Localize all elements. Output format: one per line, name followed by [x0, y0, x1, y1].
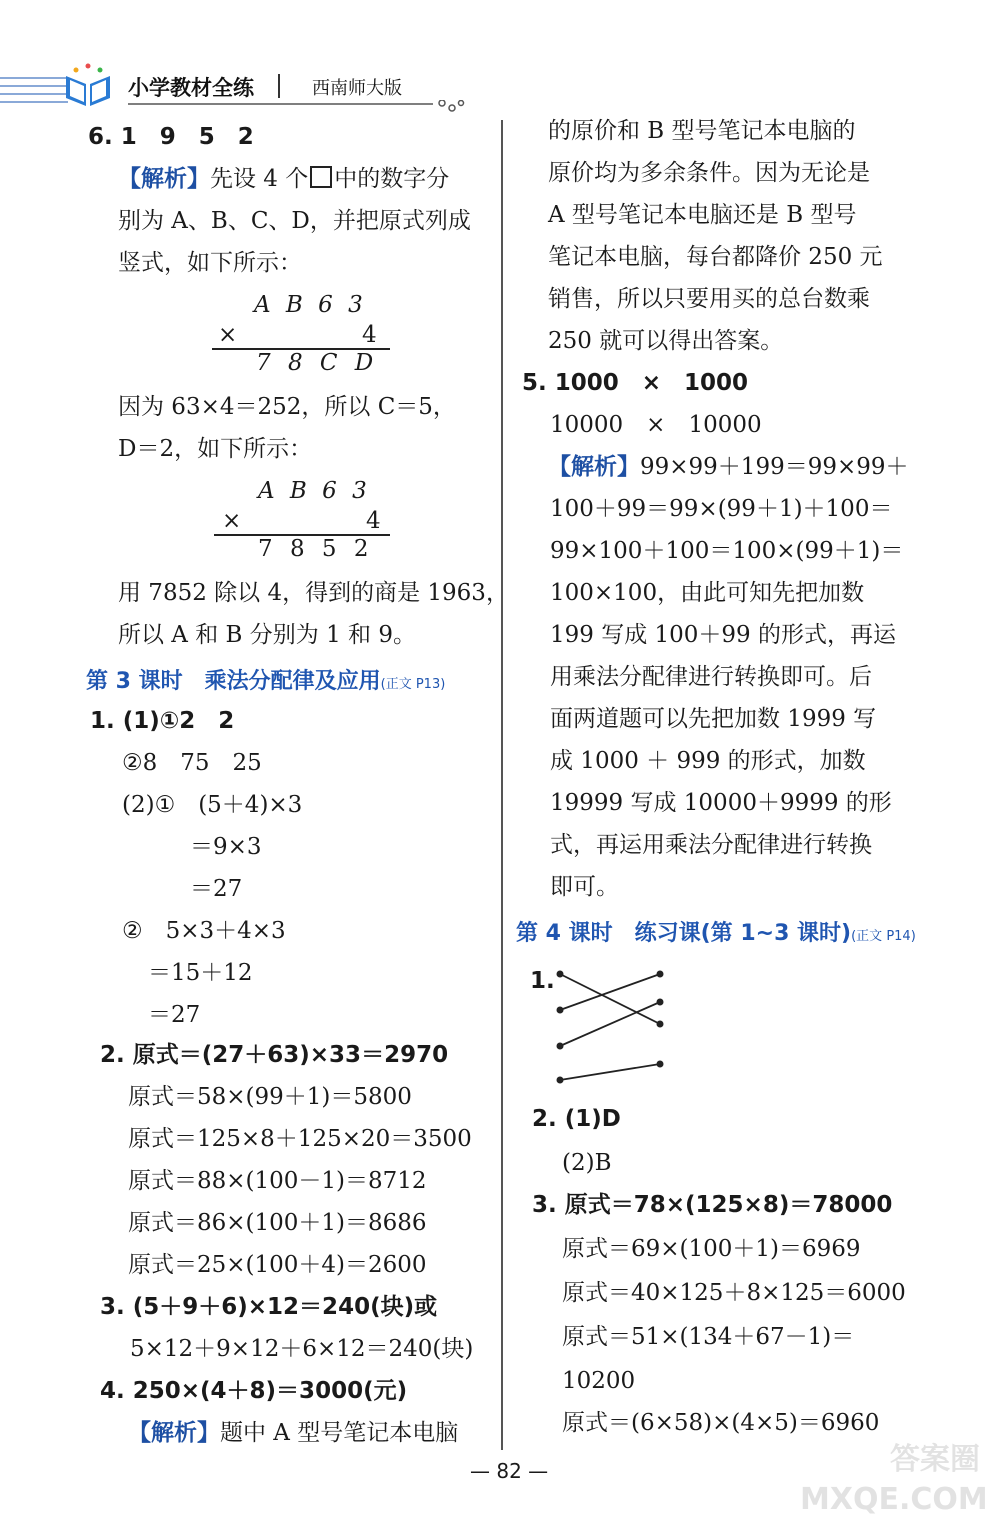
q5-explanation-line6: 用乘法分配律进行转换即可。后 — [550, 664, 872, 690]
page-number: — 82 — — [470, 1459, 549, 1483]
q4-line1: 4. 250×(4＋8)＝3000(元) — [100, 1378, 408, 1404]
vert1-multiplier: 4 — [362, 322, 377, 348]
q5-line2: 10000 × 10000 — [550, 412, 762, 438]
section3-page-ref: (正文 P13) — [380, 677, 446, 692]
q1-line5: ＝27 — [190, 876, 243, 902]
q5-explanation-line9: 19999 写成 10000＋9999 的形 — [550, 790, 892, 816]
q5-explanation-line1: 【解析】99×99＋199＝99×99＋ — [548, 453, 909, 480]
q3-line2: 5×12＋9×12＋6×12＝240(块) — [130, 1336, 474, 1362]
header — [0, 60, 470, 110]
q5-explanation-line3: 99×100＋100＝100×(99＋1)＝ — [550, 538, 904, 564]
q6-explanation-line3: 竖式，如下所示： — [118, 250, 302, 276]
q4-explanation-cont-5: 销售，所以只要用买的总台数乘 — [548, 286, 870, 312]
vert1-row1: A B 6 3 — [254, 292, 367, 318]
q4-explanation-cont-6: 250 就可以得出答案。 — [548, 328, 784, 354]
q2-line4: 原式＝88×(100－1)＝8712 — [128, 1168, 427, 1194]
p3-line4: 原式＝51×(134＋67－1)＝ — [562, 1324, 855, 1350]
q5-explanation-line8: 成 1000 ＋ 999 的形式，加数 — [550, 748, 866, 774]
matching-lines-diagram — [548, 960, 678, 1090]
q4-explanation-cont-1: 的原价和 B 型号笔记本电脑的 — [548, 118, 856, 144]
q5-line1: 5. 1000 × 1000 — [522, 370, 749, 396]
q6-explanation-line5: D＝2，如下所示： — [118, 436, 313, 462]
p2-line1: 2. (1)D — [532, 1106, 621, 1132]
vert1-times: × — [218, 322, 238, 348]
q6-explanation-line2: 别为 A、B、C、D，并把原式列成 — [118, 208, 471, 234]
q4-explanation-cont-4: 笔记本电脑，每台都降价 250 元 — [548, 244, 883, 270]
q5-explanation-line11: 即可。 — [550, 874, 619, 900]
section4-heading: 第 4 课时 练习课(第 1~3 课时)(正文 P14) — [516, 921, 916, 946]
q1-line6: ② 5×3＋4×3 — [122, 918, 286, 944]
explanation-tag: 【解析】 — [118, 165, 210, 192]
p3-line6: 原式＝(6×58)×(4×5)＝6960 — [562, 1410, 880, 1436]
q2-line6: 原式＝25×(100＋4)＝2600 — [128, 1252, 427, 1278]
watermark-text: 答案圈 MXQE.COM — [800, 1442, 988, 1517]
explanation-tag: 【解析】 — [128, 1419, 220, 1446]
q5-explanation-line2: 100＋99＝99×(99＋1)＋100＝ — [550, 496, 893, 522]
column-divider — [501, 120, 503, 1450]
q1-line3: (2)① (5＋4)×3 — [122, 792, 303, 818]
q6-explanation-line6: 用 7852 除以 4，得到的商是 1963， — [118, 580, 509, 606]
q2-line1: 2. 原式＝(27＋63)×33＝2970 — [100, 1042, 449, 1068]
watermark-logo — [800, 1440, 988, 1530]
header-underline — [128, 100, 468, 114]
q1-line2: ②8 75 25 — [122, 750, 262, 776]
explanation-tag: 【解析】 — [548, 453, 640, 480]
p3-line1: 3. 原式＝78×(125×8)＝78000 — [532, 1192, 893, 1218]
q1-line8: ＝27 — [148, 1002, 201, 1028]
q4-explanation-cont-3: A 型号笔记本电脑还是 B 型号 — [548, 202, 857, 228]
q1-line1: 1. (1)①2 2 — [90, 708, 235, 734]
p3-line2: 原式＝69×(100＋1)＝6969 — [562, 1236, 861, 1262]
p2-line2: (2)B — [562, 1150, 612, 1176]
q5-explanation-line5: 199 写成 100＋99 的形式，再运 — [550, 622, 896, 648]
q2-line3: 原式＝125×8＋125×20＝3500 — [128, 1126, 472, 1152]
vert2-times: × — [222, 508, 242, 534]
vert1-result: 7 8 C D — [256, 350, 379, 376]
p1-label: 1. — [530, 968, 555, 994]
edition-label: 西南师大版 — [312, 78, 402, 99]
q6-explanation-line7: 所以 A 和 B 分别为 1 和 9。 — [118, 622, 416, 648]
section3-heading: 第 3 课时 乘法分配律及应用(正文 P13) — [86, 669, 446, 694]
vert2-row1: A B 6 3 — [258, 478, 371, 504]
p3-line3: 原式＝40×125＋8×125＝6000 — [562, 1280, 906, 1306]
q6-answer: 6. 1 9 5 2 — [88, 124, 254, 150]
q2-line5: 原式＝86×(100＋1)＝8686 — [128, 1210, 427, 1236]
q6-explanation-line1: 【解析】先设 4 个 中的数字分 — [118, 165, 450, 192]
vert2-multiplier: 4 — [366, 508, 381, 534]
blank-box-icon — [310, 166, 332, 188]
q1-line4: ＝9×3 — [190, 834, 262, 860]
q5-explanation-line10: 式，再运用乘法分配律进行转换 — [550, 832, 872, 858]
q5-explanation-line7: 面两道题可以先把加数 1999 写 — [550, 706, 877, 732]
header-separator — [278, 74, 280, 98]
vert2-result: 7 8 5 2 — [258, 536, 374, 562]
q3-line1: 3. (5＋9＋6)×12＝240(块)或 — [100, 1294, 438, 1320]
q5-explanation-line4: 100×100，由此可知先把加数 — [550, 580, 865, 606]
p3-line5: 10200 — [562, 1368, 636, 1394]
q4-explanation-cont-2: 原价均为多余条件。因为无论是 — [548, 160, 870, 186]
book-logo-icon — [62, 62, 114, 108]
q4-explanation-line1: 【解析】题中 A 型号笔记本电脑 — [128, 1419, 459, 1446]
book-title: 小学教材全练 — [128, 76, 254, 100]
q1-line7: ＝15＋12 — [148, 960, 253, 986]
q2-line2: 原式＝58×(99＋1)＝5800 — [128, 1084, 412, 1110]
q6-explanation-line4: 因为 63×4＝252，所以 C＝5， — [118, 394, 456, 420]
section4-page-ref: (正文 P14) — [851, 929, 916, 944]
